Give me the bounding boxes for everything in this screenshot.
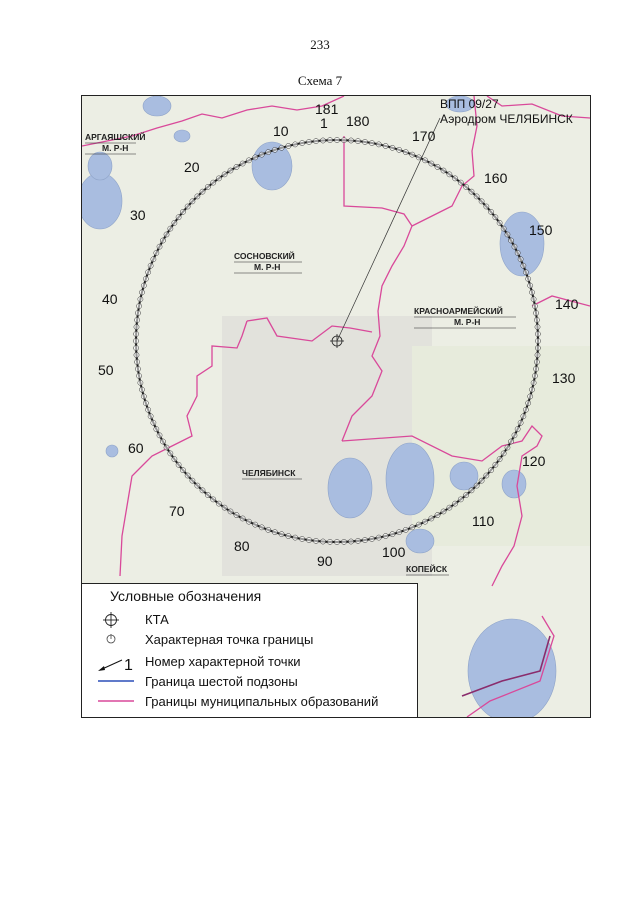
boundary-point-marker [176, 462, 181, 467]
boundary-point-label: 110 [472, 513, 495, 529]
boundary-point-marker [240, 516, 245, 521]
boundary-point-marker [211, 180, 216, 185]
boundary-point-marker [397, 530, 402, 535]
boundary-point-marker [164, 445, 169, 450]
boundary-point-marker [474, 194, 479, 199]
boundary-point-marker [348, 539, 353, 544]
boundary-point-marker [497, 457, 502, 462]
boundary-point-marker [134, 324, 139, 329]
lake [252, 142, 292, 190]
boundary-point-marker [474, 483, 479, 488]
boundary-point-marker [334, 539, 339, 544]
boundary-point-marker [138, 297, 143, 302]
boundary-point-marker [390, 145, 395, 150]
boundary-point-marker [493, 215, 498, 220]
boundary-point-marker [334, 137, 339, 142]
boundary-point-marker [528, 394, 533, 399]
boundary-point-marker [141, 283, 146, 288]
lake [106, 445, 118, 457]
boundary-point-marker [211, 497, 216, 502]
district-label-chelyabinsk: ЧЕЛЯБИНСК [242, 468, 296, 478]
boundary-point-marker [488, 209, 493, 214]
boundary-point-label: 80 [234, 538, 250, 554]
boundary-point-label: 1 [320, 115, 328, 131]
boundary-point-marker [508, 439, 513, 444]
boundary-point-marker [154, 250, 159, 255]
boundary-point-marker [526, 401, 531, 406]
boundary-point-marker [151, 420, 156, 425]
boundary-point-marker [453, 501, 458, 506]
boundary-point-marker [228, 509, 233, 514]
boundary-point-marker [146, 270, 151, 275]
boundary-point-marker [157, 433, 162, 438]
boundary-point-marker [157, 244, 162, 249]
boundary-point-marker [376, 535, 381, 540]
boundary-point-marker [306, 537, 311, 542]
boundary-point-marker [488, 468, 493, 473]
boundary-point-marker [190, 199, 195, 204]
boundary-point-marker [138, 380, 143, 385]
district-label-argayash-type: М. Р-Н [102, 143, 129, 153]
boundary-point-marker [168, 226, 173, 231]
boundary-point-marker [501, 451, 506, 456]
district-label-argayash: АРГАЯШСКИЙ [85, 132, 146, 142]
boundary-point-marker [300, 140, 305, 145]
boundary-point-marker [341, 138, 346, 143]
lake [406, 529, 434, 553]
boundary-point-marker [484, 473, 489, 478]
boundary-point-marker [533, 310, 538, 315]
boundary-point-marker [234, 164, 239, 169]
boundary-point-marker [148, 263, 153, 268]
lake [88, 152, 112, 180]
boundary-point-marker [521, 414, 526, 419]
boundary-point-marker [453, 176, 458, 181]
boundary-point-marker [135, 366, 140, 371]
boundary-point-marker [534, 359, 539, 364]
boundary-point-marker [515, 427, 520, 432]
boundary-point-marker [172, 220, 177, 225]
boundary-point-marker [222, 172, 227, 177]
legend-label-kta: КТА [145, 612, 169, 627]
boundary-point-marker [515, 250, 520, 255]
boundary-point-marker [416, 155, 421, 160]
boundary-point-marker [185, 473, 190, 478]
boundary-point-marker [168, 451, 173, 456]
boundary-point-marker [293, 142, 298, 147]
boundary-point-marker [435, 164, 440, 169]
boundary-point-marker [441, 168, 446, 173]
boundary-point-marker [479, 199, 484, 204]
boundary-point-marker [133, 338, 138, 343]
boundary-point-label: 170 [412, 128, 436, 144]
blue-line-icon [96, 674, 136, 688]
lake [386, 443, 434, 515]
boundary-point-marker [532, 373, 537, 378]
boundary-point-marker [479, 478, 484, 483]
boundary-point-marker [222, 505, 227, 510]
boundary-point-marker [176, 215, 181, 220]
boundary-point-marker [529, 387, 534, 392]
boundary-point-marker [383, 143, 388, 148]
boundary-point-marker [300, 536, 305, 541]
lake [143, 96, 171, 116]
boundary-point-label: 140 [555, 296, 579, 312]
boundary-point-marker [160, 238, 165, 243]
legend-item-point-number [82, 652, 417, 672]
boundary-point-marker [528, 283, 533, 288]
scheme-title: Схема 7 [297, 73, 343, 88]
boundary-point-marker [493, 462, 498, 467]
boundary-point-marker [501, 226, 506, 231]
boundary-point-marker [205, 492, 210, 497]
boundary-point-marker [320, 539, 325, 544]
lake [502, 470, 526, 498]
legend-label-subzone: Граница шестой подзоны [145, 674, 298, 689]
boundary-point-marker [397, 147, 402, 152]
boundary-point-marker [390, 532, 395, 537]
page-number: 233 [310, 37, 330, 52]
boundary-point-marker [341, 539, 346, 544]
boundary-point-marker [135, 359, 140, 364]
boundary-point-marker [195, 483, 200, 488]
boundary-point-marker [240, 161, 245, 166]
boundary-point-marker [266, 150, 271, 155]
boundary-point-marker [531, 297, 536, 302]
map-frame [81, 95, 591, 718]
boundary-point-marker [464, 184, 469, 189]
boundary-point-marker [228, 168, 233, 173]
boundary-point-marker [464, 492, 469, 497]
pink-line-icon [96, 694, 136, 708]
boundary-point-marker [535, 338, 540, 343]
boundary-point-marker [410, 525, 415, 530]
point-number-symbol: 1 [124, 657, 133, 674]
legend-item-kta [82, 610, 417, 630]
boundary-point-marker [533, 366, 538, 371]
boundary-point-marker [403, 527, 408, 532]
boundary-point-marker [441, 509, 446, 514]
boundary-point-marker [246, 158, 251, 163]
boundary-point-label: 10 [273, 123, 289, 139]
district-label-krasnoarmeysky: КРАСНОАРМЕЙСКИЙ [414, 306, 503, 316]
boundary-point-marker [518, 420, 523, 425]
boundary-point-label: 150 [529, 222, 553, 238]
boundary-point-marker [497, 220, 502, 225]
boundary-point-marker [259, 152, 264, 157]
boundary-point-marker [532, 304, 537, 309]
boundary-point-marker [410, 152, 415, 157]
boundary-point-marker [535, 331, 540, 336]
lake [82, 173, 122, 229]
boundary-point-marker [523, 407, 528, 412]
boundary-point-marker [216, 501, 221, 506]
boundary-point-marker [508, 238, 513, 243]
boundary-point-marker [369, 536, 374, 541]
boundary-point-marker [521, 263, 526, 268]
boundary-point-label: 50 [98, 362, 114, 378]
boundary-point-label: 160 [484, 170, 508, 186]
boundary-point-label: 130 [552, 370, 576, 386]
boundary-point-marker [293, 535, 298, 540]
boundary-point-marker [195, 194, 200, 199]
boundary-point-marker [272, 530, 277, 535]
boundary-point-marker [135, 310, 140, 315]
legend-item-boundary-point [82, 630, 417, 650]
kta-crosshair-icon [102, 612, 120, 628]
boundary-point-label: 90 [317, 553, 333, 569]
district-label-sosnovsky: СОСНОВСКИЙ [234, 251, 295, 261]
boundary-point-marker [383, 533, 388, 538]
boundary-point-marker [134, 352, 139, 357]
boundary-point-label: 70 [169, 503, 185, 519]
boundary-point-marker [259, 525, 264, 530]
boundary-point-marker [512, 433, 517, 438]
legend-title: Условные обозначения [110, 588, 262, 604]
boundary-point-marker [505, 445, 510, 450]
lake [328, 458, 372, 518]
boundary-point-marker [205, 184, 210, 189]
boundary-point-marker [458, 497, 463, 502]
boundary-point-marker [253, 155, 258, 160]
boundary-point-marker [234, 512, 239, 517]
boundary-point-marker [429, 161, 434, 166]
boundary-point-marker [327, 539, 332, 544]
boundary-point-marker [512, 244, 517, 249]
boundary-point-marker [447, 172, 452, 177]
boundary-point-marker [458, 180, 463, 185]
boundary-point-marker [435, 512, 440, 517]
boundary-point-marker [180, 209, 185, 214]
boundary-point-marker [313, 538, 318, 543]
boundary-point-marker [134, 345, 139, 350]
boundary-point-marker [190, 478, 195, 483]
boundary-point-marker [484, 204, 489, 209]
boundary-point-marker [447, 505, 452, 510]
boundary-point-marker [327, 138, 332, 143]
boundary-point-marker [286, 143, 291, 148]
district-label-kopeysk: КОПЕЙСК [406, 564, 448, 574]
boundary-point-label: 100 [382, 544, 406, 560]
boundary-point-marker [253, 522, 258, 527]
boundary-point-marker [172, 457, 177, 462]
boundary-point-marker [526, 276, 531, 281]
boundary-point-label: 30 [130, 207, 146, 223]
boundary-point-marker [180, 468, 185, 473]
district-label-sosnovsky-type: М. Р-Н [254, 262, 281, 272]
boundary-point-marker [416, 522, 421, 527]
boundary-point-label: 20 [184, 159, 200, 175]
boundary-point-marker [141, 394, 146, 399]
boundary-point-label: 180 [346, 113, 370, 129]
boundary-point-marker [200, 189, 205, 194]
boundary-point-marker [136, 304, 141, 309]
boundary-point-marker [135, 317, 140, 322]
boundary-point-marker [148, 414, 153, 419]
lake [468, 619, 556, 717]
boundary-point-marker [362, 139, 367, 144]
boundary-point-marker [355, 538, 360, 543]
legend-item-subzone [82, 672, 417, 692]
legend-label-municipal: Границы муниципальных образований [145, 694, 379, 709]
boundary-point-marker [216, 176, 221, 181]
boundary-point-marker [139, 290, 144, 295]
boundary-point-marker [279, 532, 284, 537]
boundary-point-marker [279, 145, 284, 150]
boundary-point-marker [429, 516, 434, 521]
boundary-point-marker [403, 150, 408, 155]
boundary-point-marker [523, 270, 528, 275]
boundary-point-marker [531, 380, 536, 385]
aerodrome-label: Аэродром ЧЕЛЯБИНСК [440, 112, 573, 126]
boundary-point-marker [469, 488, 474, 493]
boundary-point-marker [535, 324, 540, 329]
boundary-point-marker [535, 352, 540, 357]
boundary-point-marker [139, 387, 144, 392]
boundary-point-marker [143, 401, 148, 406]
runway-label: ВПП 09/27 [440, 97, 499, 111]
legend-label-point-number: Номер характерной точки [145, 654, 301, 669]
boundary-point-marker [151, 257, 156, 262]
boundary-point-marker [266, 527, 271, 532]
point-number-arrow-icon [96, 654, 146, 674]
boundary-point-marker [348, 138, 353, 143]
boundary-point-marker [272, 147, 277, 152]
boundary-point-label: 120 [522, 453, 546, 469]
boundary-point-marker [355, 139, 360, 144]
legend-label-boundary-point: Характерная точка границы [145, 632, 314, 647]
boundary-point-marker [306, 139, 311, 144]
boundary-point-marker [505, 232, 510, 237]
boundary-point-label: 181 [315, 101, 339, 117]
boundary-point-marker [423, 519, 428, 524]
boundary-point-marker [369, 140, 374, 145]
legend-item-municipal [82, 692, 417, 712]
boundary-point-marker [200, 488, 205, 493]
boundary-point-marker [246, 519, 251, 524]
boundary-point-marker [469, 189, 474, 194]
legend [82, 583, 418, 718]
district-label-krasnoarmeysky-type: М. Р-Н [454, 317, 481, 327]
boundary-point-marker [518, 257, 523, 262]
boundary-point-marker [136, 373, 141, 378]
boundary-point-marker [535, 345, 540, 350]
boundary-point-marker [143, 276, 148, 281]
boundary-point-marker [423, 158, 428, 163]
boundary-point-icon [104, 632, 118, 646]
boundary-point-label: 40 [102, 291, 118, 307]
boundary-point-marker [160, 439, 165, 444]
boundary-point-marker [154, 427, 159, 432]
boundary-point-marker [313, 139, 318, 144]
boundary-point-marker [529, 290, 534, 295]
boundary-point-marker [320, 138, 325, 143]
boundary-point-marker [286, 533, 291, 538]
boundary-point-label: 60 [128, 440, 144, 456]
lake [174, 130, 190, 142]
boundary-point-marker [362, 537, 367, 542]
boundary-point-marker [164, 232, 169, 237]
boundary-point-marker [134, 331, 139, 336]
boundary-point-marker [534, 317, 539, 322]
boundary-point-marker [146, 407, 151, 412]
boundary-point-marker [185, 204, 190, 209]
boundary-point-marker [376, 142, 381, 147]
